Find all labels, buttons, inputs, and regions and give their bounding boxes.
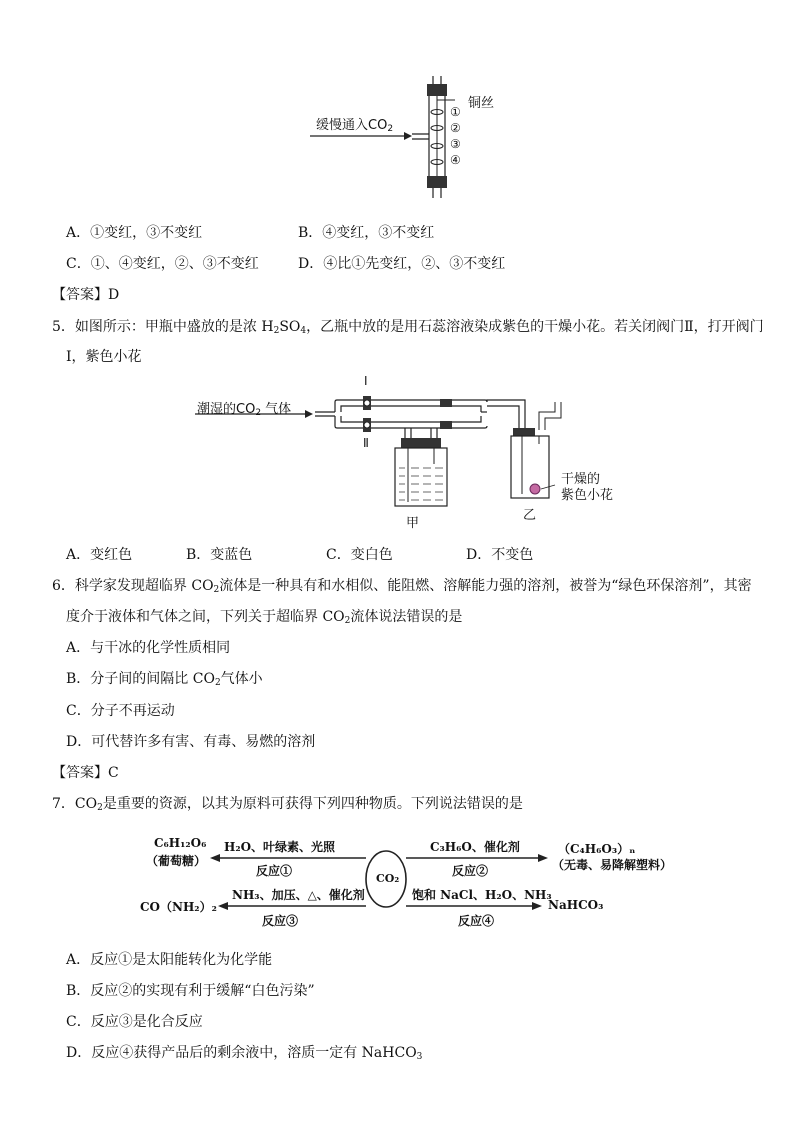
urea-formula: CO（NH₂）₂ xyxy=(140,900,217,914)
q6-answer: 【答案】C xyxy=(52,765,119,781)
figure-copper-tube xyxy=(300,76,520,206)
glucose-name: （葡萄糖） xyxy=(146,854,207,868)
flower-label: 干燥的 紫色小花 xyxy=(561,472,614,503)
gas-apparatus-diagram xyxy=(195,372,625,532)
q5-stem-line2: Ⅰ，紫色小花 xyxy=(66,349,142,365)
q6-option-c: C．分子不再运动 xyxy=(66,703,175,719)
q7-option-b: B．反应②的实现有利于缓解“白色污染” xyxy=(66,983,315,999)
q4-option-c: C．①、④变红，②、③不变红 xyxy=(66,256,259,272)
q7-option-d: D．反应④获得产品后的剩余液中，溶质一定有 NaHCO$_3$ xyxy=(66,1045,423,1062)
q6-stem-line2: 度介于液体和气体之间，下列关于超临界 $CO_2$流体说法错误的是 xyxy=(66,609,463,626)
q6-stem-line1: 6．科学家发现超临界 $CO_2$流体是一种具有和水相似、能阻燃、溶解能力强的溶剂，被誉为“绿色环保溶剂”，其密 xyxy=(52,578,752,595)
marker-4: ④ xyxy=(450,153,461,167)
q5-option-d: D．不变色 xyxy=(466,547,534,563)
reaction-1-name: 反应① xyxy=(256,864,293,878)
q4-option-a: A．①变红，③不变红 xyxy=(66,225,203,241)
q4-option-b: B．④变红，③不变红 xyxy=(298,225,435,241)
plastic-formula: （C₄H₆O₃）ₙ xyxy=(558,842,636,856)
nahco3-product: NaHCO₃ xyxy=(548,898,604,912)
reaction-2-conditions: C₃H₆O、催化剂 xyxy=(430,840,520,854)
position-markers xyxy=(450,104,461,168)
figure-co2-reactions xyxy=(140,826,700,936)
marker-2: ② xyxy=(450,121,461,135)
inlet-label: 缓慢通入$CO_2$ xyxy=(316,118,394,134)
reaction-4-conditions: 饱和 NaCl、H₂O、NH₃ xyxy=(412,888,552,902)
q7-option-c: C．反应③是化合反应 xyxy=(66,1014,203,1030)
q4-option-d: D．④比①先变红，②、③不变红 xyxy=(298,256,506,272)
q6-option-a: A．与干冰的化学性质相同 xyxy=(66,640,231,656)
q7-stem: 7．$CO_2$是重要的资源，以其为原料可获得下列四种物质。下列说法错误的是 xyxy=(52,796,523,813)
q5-option-b: B．变蓝色 xyxy=(186,547,253,563)
reaction-4-name: 反应④ xyxy=(458,914,495,928)
center-co2: CO₂ xyxy=(376,872,400,885)
glucose-formula: C₆H₁₂O₆ xyxy=(154,836,207,850)
q5-stem-line1: 5．如图所示：甲瓶中盛放的是浓 $H_2SO_4$，乙瓶中放的是用石蕊溶液染成紫色的干燥小花。若关闭阀门Ⅱ，打开阀门 xyxy=(52,319,764,336)
gas-label: 潮湿的$CO_2$ 气体 xyxy=(197,402,292,418)
reaction-2-name: 反应② xyxy=(452,864,489,878)
bottle-b-label: 乙 xyxy=(523,508,537,523)
q6-option-b: B．分子间的间隔比 $CO_2$气体小 xyxy=(66,671,263,688)
marker-3: ③ xyxy=(450,137,461,151)
figure-gas-apparatus xyxy=(195,372,625,532)
q5-option-a: A．变红色 xyxy=(66,547,133,563)
plastic-name: （无毒、易降解塑料） xyxy=(552,858,673,872)
bottle-a-label: 甲 xyxy=(406,516,420,531)
valve-2-label: Ⅱ xyxy=(363,436,369,450)
reaction-1-conditions: H₂O、叶绿素、光照 xyxy=(224,840,336,854)
q6-option-d: D．可代替许多有害、有毒、易燃的溶剂 xyxy=(66,734,316,750)
reaction-3-conditions: NH₃、加压、△、催化剂 xyxy=(232,888,365,902)
valve-1-label: Ⅰ xyxy=(364,374,368,388)
q5-option-c: C．变白色 xyxy=(326,547,393,563)
q7-option-a: A．反应①是太阳能转化为化学能 xyxy=(66,952,273,968)
copper-wire-label: 铜丝 xyxy=(468,96,495,111)
q4-answer: 【答案】D xyxy=(52,287,120,303)
marker-1: ① xyxy=(450,105,461,119)
reaction-3-name: 反应③ xyxy=(262,914,299,928)
